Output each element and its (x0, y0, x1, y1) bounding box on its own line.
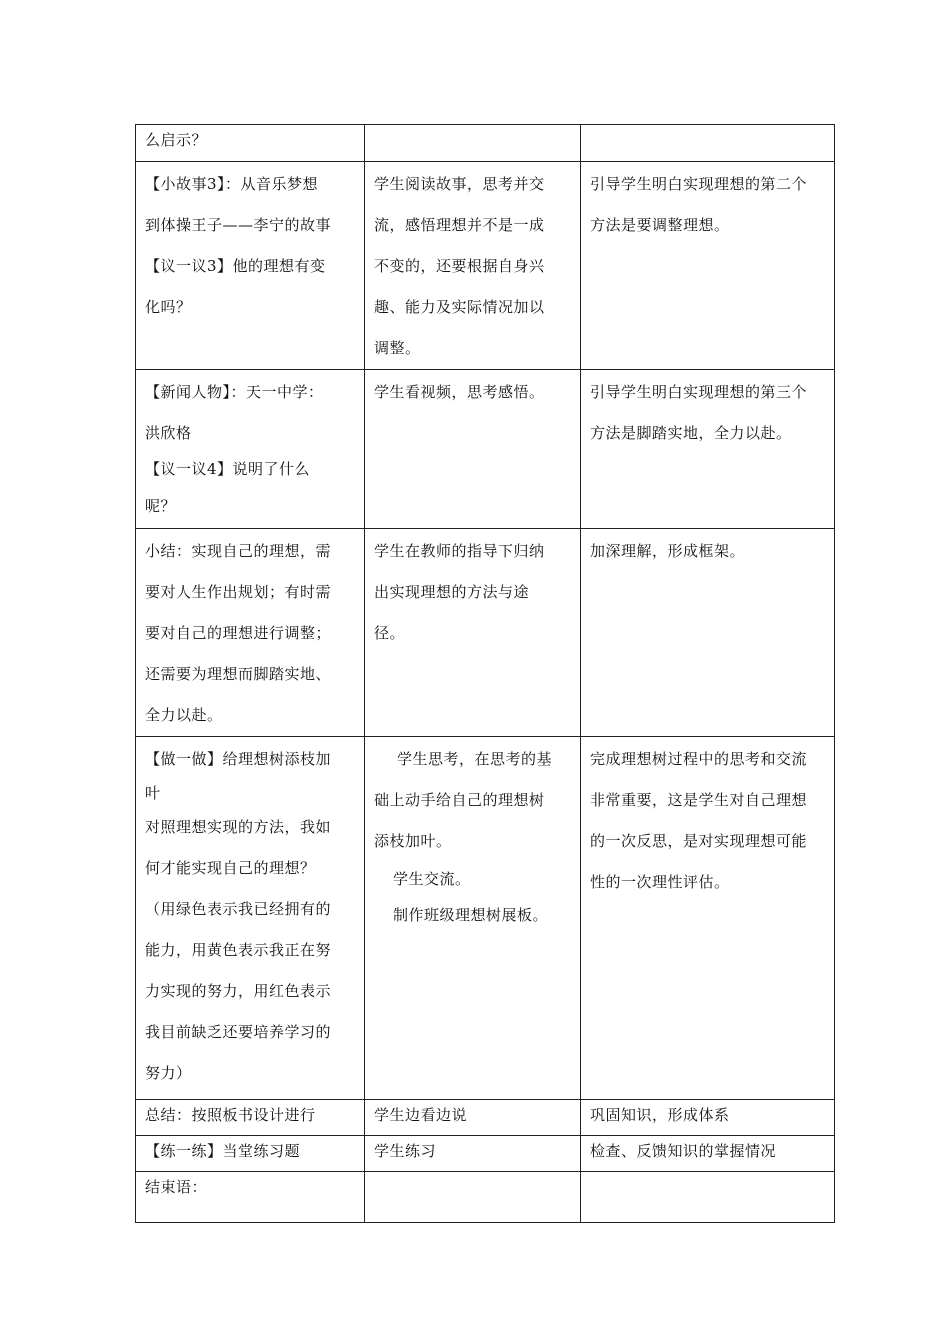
cell-line: 【议一议4】说明了什么 (145, 460, 311, 478)
design-intent-cell (581, 737, 835, 1100)
cell-line: 要对自己的理想进行调整； (145, 624, 332, 642)
cell-line: 洪欣格 (145, 424, 192, 442)
cell-line: 【做一做】给理想树添枝加 (145, 750, 332, 768)
table-row (136, 162, 835, 370)
cell-line: 制作班级理想树展板。 (393, 906, 549, 924)
cell-line: 调整。 (374, 339, 421, 357)
cell-line: 小结：实现自己的理想，需 (145, 542, 332, 560)
student-activity-cell (365, 529, 581, 737)
cell-line: 完成理想树过程中的思考和交流 (590, 750, 808, 768)
cell-line: 的一次反思，是对实现理想可能 (590, 832, 808, 850)
cell-line: 能力，用黄色表示我正在努 (145, 941, 332, 959)
cell-line: 对照理想实现的方法，我如 (145, 818, 332, 836)
table-row (136, 737, 835, 1100)
cell-line: 性的一次理性评估。 (590, 873, 730, 891)
cell-line: 学生看视频，思考感悟。 (374, 383, 545, 401)
table-row (136, 1172, 835, 1223)
teaching-content-cell (136, 1136, 365, 1172)
student-activity-cell (365, 737, 581, 1100)
design-intent-cell (581, 125, 835, 162)
cell-line: 我目前缺乏还要培养学习的 (145, 1023, 332, 1041)
cell-line: 巩固知识，形成体系 (590, 1106, 730, 1124)
cell-line: 非常重要，这是学生对自己理想 (590, 791, 808, 809)
teaching-content-cell (136, 125, 365, 162)
teaching-content-cell (136, 1100, 365, 1136)
teaching-content-cell (136, 737, 365, 1100)
cell-line: 【新闻人物】：天一中学： (145, 383, 324, 401)
cell-line: 学生思考，在思考的基 (397, 750, 553, 768)
lesson-plan-table (135, 124, 835, 1223)
cell-line: 方法是脚踏实地，全力以赴。 (590, 424, 792, 442)
cell-line: 学生边看边说 (374, 1106, 468, 1124)
design-intent-cell (581, 529, 835, 737)
teaching-content-cell (136, 162, 365, 370)
cell-line: 【小故事3】：从音乐梦想 (145, 175, 319, 193)
design-intent-cell (581, 1172, 835, 1223)
cell-line: 呢？ (145, 497, 177, 515)
cell-line: （用绿色表示我已经拥有的 (145, 900, 332, 918)
teaching-content-cell (136, 529, 365, 737)
cell-line: 检查、反馈知识的掌握情况 (590, 1142, 777, 1160)
design-intent-cell (581, 370, 835, 529)
teaching-content-cell (136, 1172, 365, 1223)
cell-line: 方法是要调整理想。 (590, 216, 730, 234)
student-activity-cell (365, 1136, 581, 1172)
cell-line: 引导学生明白实现理想的第二个 (590, 175, 808, 193)
cell-line: 学生阅读故事，思考并交 (374, 175, 545, 193)
table-row (136, 370, 835, 529)
cell-line: 【议一议3】他的理想有变 (145, 257, 326, 275)
cell-line: 么启示？ (145, 131, 208, 149)
cell-line: 结束语： (145, 1178, 208, 1196)
cell-line: 学生交流。 (393, 870, 471, 888)
cell-line: 要对人生作出规划；有时需 (145, 583, 332, 601)
student-activity-cell (365, 125, 581, 162)
cell-line: 到体操王子——李宁的故事 (145, 216, 332, 234)
student-activity-cell (365, 162, 581, 370)
cell-line: 径。 (374, 624, 406, 642)
cell-line: 不变的，还要根据自身兴 (374, 257, 545, 275)
cell-line: 加深理解，形成框架。 (590, 542, 746, 560)
cell-line: 趣、能力及实际情况加以 (374, 298, 545, 316)
design-intent-cell (581, 162, 835, 370)
cell-line: 学生在教师的指导下归纳 (374, 542, 545, 560)
table-row (136, 529, 835, 737)
cell-line: 引导学生明白实现理想的第三个 (590, 383, 808, 401)
student-activity-cell (365, 370, 581, 529)
cell-line: 添枝加叶。 (374, 832, 452, 850)
cell-line: 学生练习 (374, 1142, 437, 1160)
cell-line: 化吗？ (145, 298, 192, 316)
cell-line: 总结：按照板书设计进行 (145, 1106, 316, 1124)
cell-line: 力实现的努力，用红色表示 (145, 982, 332, 1000)
cell-line: 还需要为理想而脚踏实地、 (145, 665, 332, 683)
cell-line: 出实现理想的方法与途 (374, 583, 530, 601)
table-row (136, 125, 835, 162)
cell-line: 础上动手给自己的理想树 (374, 791, 545, 809)
design-intent-cell (581, 1100, 835, 1136)
table-row (136, 1100, 835, 1136)
cell-line: 叶 (145, 784, 161, 802)
cell-line: 何才能实现自己的理想？ (145, 859, 316, 877)
student-activity-cell (365, 1100, 581, 1136)
teaching-content-cell (136, 370, 365, 529)
table-row (136, 1136, 835, 1172)
design-intent-cell (581, 1136, 835, 1172)
cell-line: 流，感悟理想并不是一成 (374, 216, 545, 234)
cell-line: 努力） (145, 1064, 192, 1082)
cell-line: 【练一练】当堂练习题 (145, 1142, 301, 1160)
student-activity-cell (365, 1172, 581, 1223)
cell-line: 全力以赴。 (145, 706, 223, 724)
